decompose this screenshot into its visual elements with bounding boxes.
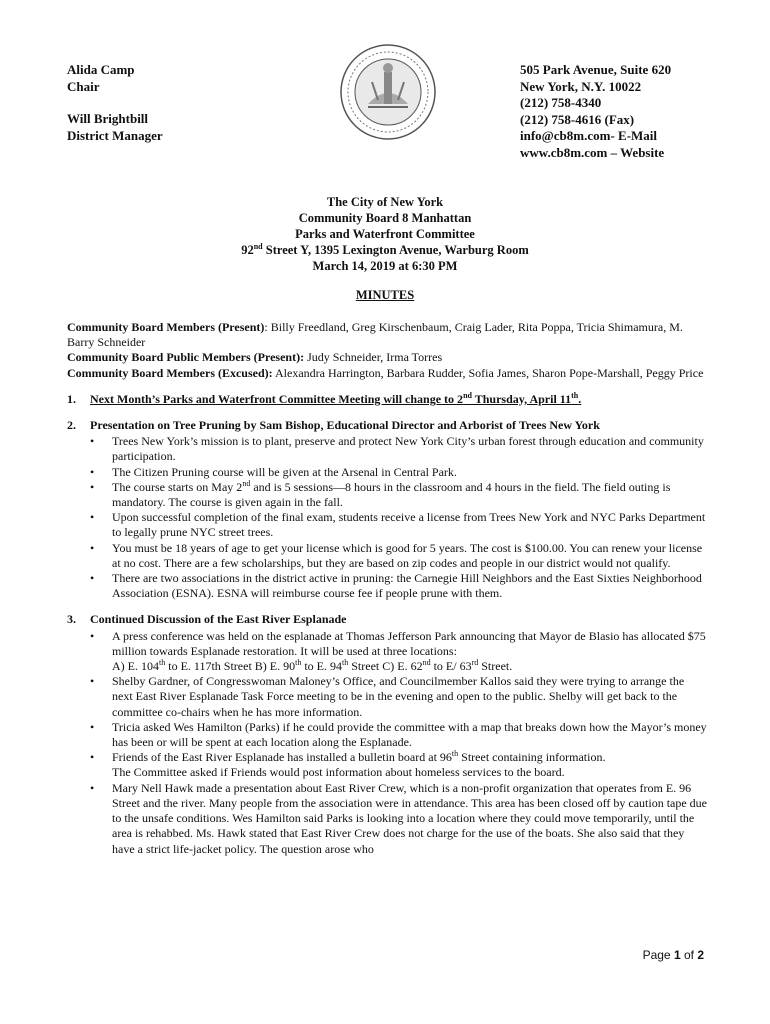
header-contact <box>520 62 671 161</box>
list-item: • The course starts on May 2nd and is 5 sessions—8 hours in the classroom and 4 hours in the field. The field outing is mandatory. The course is given again in the fall. <box>90 480 707 510</box>
meeting-location: 92nd Street Y, 1395 Lexington Avenue, Warburg Room <box>241 241 529 257</box>
page-number: Page 1 of 2 <box>642 948 704 962</box>
org-name: The City of New York <box>326 195 444 209</box>
attendance-public: Community Board Public Members (Present): Judy Schneider, Irma Torres <box>67 350 443 365</box>
attendance-excused: Community Board Members (Excused): Alexandra Harrington, Barbara Rudder, Sofia James, Sharon Pope-Marshall, Peggy Price <box>67 365 704 380</box>
city-seal-icon <box>338 42 438 142</box>
list-item: • Trees New York’s mission is to plant, preserve and protect New York City’s urban forest through education and community participation. <box>90 434 707 464</box>
website: www.cb8m.com – Website <box>520 144 665 160</box>
city-line: New York, N.Y. 10022 <box>520 78 642 94</box>
agenda-item-3: 3. Continued Discussion of the East River Esplanade • A press conference was held on the esplanade at Thomas Jefferson Park announcing that Mayor de Blasio has allocated $75 million towards Esplanade restoration. It will be used at three locations: A) E. 104th to E. 117th Street B) E. 90th to E. 94th Street C) E. 62nd to E/ 63rd Street. • Shelby Gardner, of Congresswoman Maloney’s Office, and Councilmember Kallos said they were trying to arrange the next East River Esplanade Task Force meeting to be in the evening and open to the public. Shelby will get back to the committee co-chairs when he has more information. • Tricia asked Wes Hamilton (Parks) if he could provide the committee with a map that breaks down how the Mayor’s money has been or will be spent at each location along the Esplanade. • Friends of the East River Esplanade has installed a bulletin board at 96th Street containing information. The Committee asked if Friends would post information about homeless services to the board. • Mary Nell Hawk made a presentation about East River Crew, which is a non-profit organization that operates from E. 96 Street and the river. Many people from the association were in attendance. This area has been closed off by caution tape due to the unsafe conditions. Wes Hamilton said Parks is looking into a location where they could move temporarily, until the area is rehabbed. Ms. Hawk stated that East River Crew does not charge for the use of the boats. She also said that they have a strict life-jacket policy. The question arose who <box>67 612 707 856</box>
meeting-date: March 14, 2019 at 6:30 PM <box>312 259 458 273</box>
list-item: • Friends of the East River Esplanade has installed a bulletin board at 96th Street containing information. The Committee asked if Friends would post information about homeless services to the board. <box>90 750 707 780</box>
header-officers <box>67 62 163 144</box>
list-item: • There are two associations in the district active in pruning: the Carnegie Hill Neighbors and the East Sixties Neighborhood Association (ESNA). ESNA will reimburse course fee if people prune with them. <box>90 571 707 601</box>
meeting-title <box>0 194 770 274</box>
board-name: Community Board 8 Manhattan <box>298 211 472 225</box>
list-item: • Upon successful completion of the final exam, students receive a license from Trees New York and NYC Parks Department to legally prune NYC street trees. <box>90 510 707 540</box>
item-heading: Next Month’s Parks and Waterfront Committee Meeting will change to 2nd Thursday, April 11th. <box>90 390 582 406</box>
chair-name: Alida Camp <box>67 62 135 77</box>
list-item: • Shelby Gardner, of Congresswoman Maloney’s Office, and Councilmember Kallos said they were trying to arrange the next East River Esplanade Task Force meeting to be in the evening and open to the public. Shelby will get back to the committee co-chairs when he has more information. <box>90 674 707 720</box>
committee-name: Parks and Waterfront Committee <box>295 227 475 241</box>
attendance-present: Community Board Members (Present): Billy Freedland, Greg Kirschenbaum, Craig Lader, Rita Poppa, Tricia Shimamura, M. Barry Schneider <box>67 320 683 350</box>
phone: (212) 758-4340 <box>520 95 602 110</box>
agenda-item-2: 2. Presentation on Tree Pruning by Sam Bishop, Educational Director and Arborist of Trees New York • Trees New York’s mission is to plant, preserve and protect New York City’s urban forest through education and community participation. • The Citizen Pruning course will be given at the Arsenal in Central Park. • The course starts on May 2nd and is 5 sessions—8 hours in the classroom and 4 hours in the field. The field outing is mandatory. The course is given again in the fall. • Upon successful completion of the final exam, students receive a license from Trees New York and NYC Parks Department to legally prune NYC street trees. • You must be 18 years of age to get your license which is good for 5 years. The cost is $100.00. You can renew your license at no cost. There are a few scholarships, but they are based on zip codes and people in our district would not qualify. • There are two associations in the district active in pruning: the Carnegie Hill Neighbors and the East Sixties Neighborhood Association (ESNA). ESNA will reimburse course fee if people prune with them. <box>67 418 707 601</box>
chair-title: Chair <box>67 78 100 94</box>
list-item: • A press conference was held on the esplanade at Thomas Jefferson Park announcing that Mayor de Blasio has allocated $75 million towards Esplanade restoration. It will be used at three locations: A) E. 104th to E. 117th Street B) E. 90th to E. 94th Street C) E. 62nd to E/ 63rd Street. <box>90 629 707 675</box>
item-heading: Continued Discussion of the East River Esplanade <box>90 612 347 627</box>
minutes-heading: MINUTES <box>355 288 415 302</box>
email: info@cb8m.com- E-Mail <box>520 128 658 143</box>
esplanade-locations: A) E. 104th to E. 117th Street B) E. 90th to E. 94th Street C) E. 62nd to E/ 63rd Street. <box>112 658 513 674</box>
list-item: • You must be 18 years of age to get your license which is good for 5 years. The cost is $100.00. You can renew your license at no cost. There are a few scholarships, but they are based on zip codes and people in our district would not qualify. <box>90 541 707 571</box>
item-heading: Presentation on Tree Pruning by Sam Bishop, Educational Director and Arborist of Trees New York <box>90 418 600 433</box>
agenda-item-1: 1. Next Month’s Parks and Waterfront Committee Meeting will change to 2nd Thursday, April 11th. <box>67 392 707 407</box>
list-item: • Mary Nell Hawk made a presentation about East River Crew, which is a non-profit organization that operates from E. 96 Street and the river. Many people from the association were in attendance. This area has been closed off by caution tape due to the unsafe conditions. Wes Hamilton said Parks is looking into a location where they could move temporarily, until the area is rehabbed. Ms. Hawk stated that East River Crew does not charge for the use of the boats. She also said that they have a strict life-jacket policy. The question arose who <box>90 781 707 857</box>
list-item: • The Citizen Pruning course will be given at the Arsenal in Central Park. <box>90 465 707 480</box>
list-item: • Tricia asked Wes Hamilton (Parks) if he could provide the committee with a map that breaks down how the Mayor’s money has been or will be spent at each location along the Esplanade. <box>90 720 707 750</box>
minutes-body <box>67 320 707 857</box>
address-line: 505 Park Avenue, Suite 620 <box>520 62 672 77</box>
manager-name: Will Brightbill <box>67 111 149 126</box>
fax: (212) 758-4616 (Fax) <box>520 111 635 127</box>
manager-title: District Manager <box>67 127 163 143</box>
